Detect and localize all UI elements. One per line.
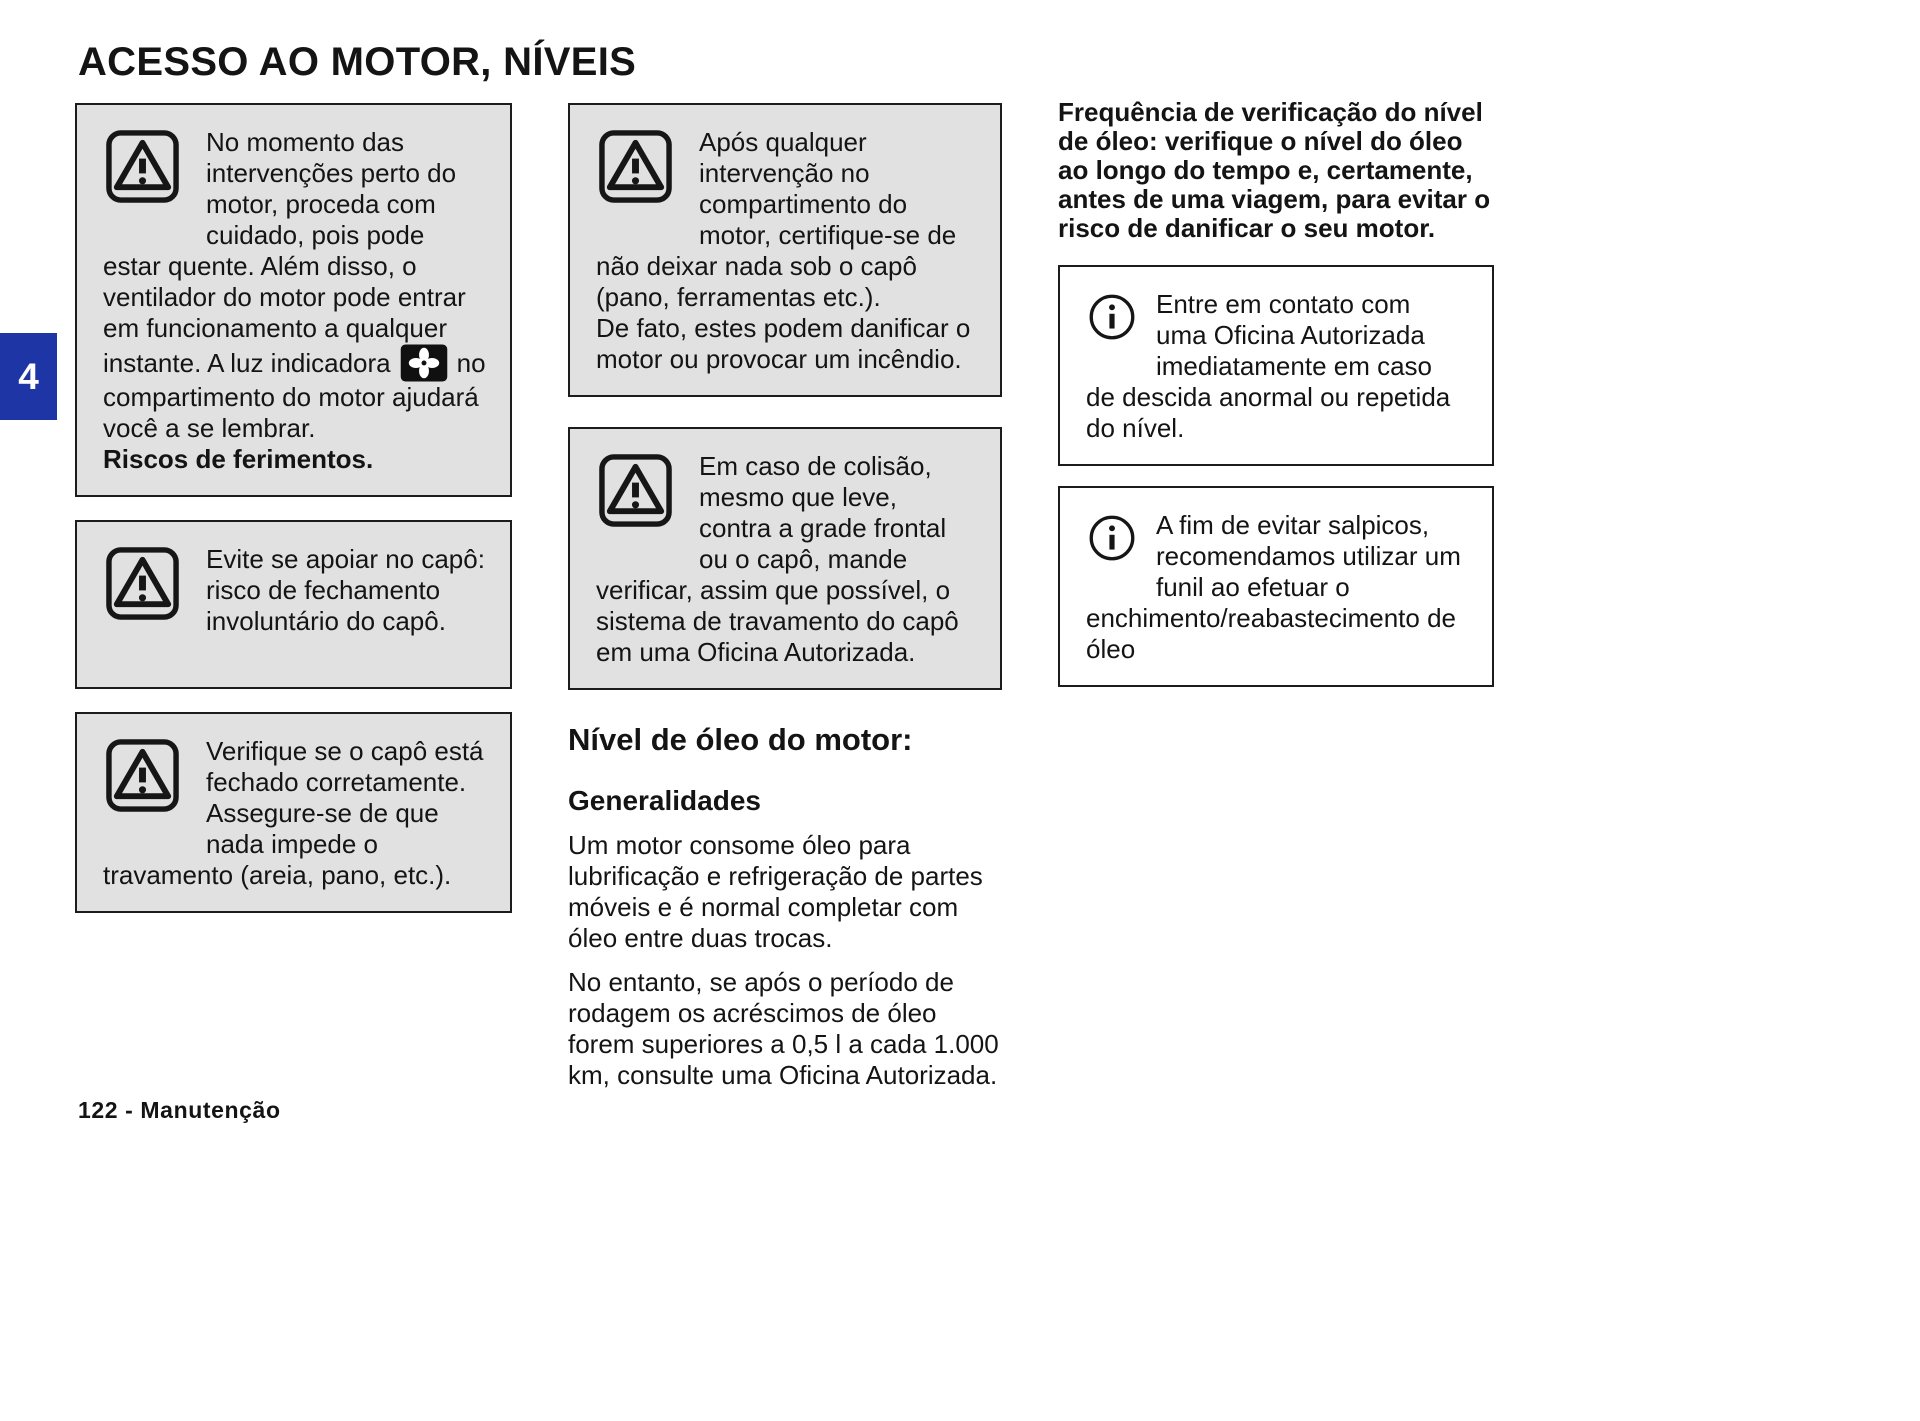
fan-indicator-icon xyxy=(400,344,448,382)
warning-box-after-work xyxy=(568,103,1002,397)
chapter-number: 4 xyxy=(18,355,39,397)
page-title: ACESSO AO MOTOR, NÍVEIS xyxy=(78,40,637,84)
left-column xyxy=(75,103,512,913)
warning-text: De fato, estes podem danificar o motor ou provocar um incêndio. xyxy=(596,313,971,374)
warning-box-lean-on-hood xyxy=(75,520,512,689)
info-circle-icon xyxy=(1088,514,1136,562)
warning-text: No momento das intervenções perto do motor, proceda com cuidado, pois pode estar quente. Além disso, o ventilador do motor pode entrar em funcionamento a qualquer instante. A luz indicadora xyxy=(103,127,466,378)
warning-triangle-icon xyxy=(105,129,180,204)
warning-text-bold: Riscos de ferimentos. xyxy=(103,444,374,474)
subsection-heading-general: Generalidades xyxy=(568,785,761,816)
warning-text: Após qualquer intervenção no compartimento do motor, certifique-se de não deixar nada sob o capô (pano, ferramentas etc.). xyxy=(596,127,957,312)
warning-box-hot-engine xyxy=(75,103,512,497)
info-box-use-funnel xyxy=(1058,486,1494,687)
warning-box-hood-closed xyxy=(75,712,512,913)
info-box-contact-workshop xyxy=(1058,265,1494,466)
info-text: A fim de evitar salpicos, recomendamos utilizar um funil ao efetuar o enchimento/reabastecimento de óleo xyxy=(1086,510,1461,664)
chapter-tab xyxy=(0,333,57,420)
info-circle-icon xyxy=(1088,293,1136,341)
info-text: Entre em contato com uma Oficina Autorizada imediatamente em caso de descida anormal ou repetida do nível. xyxy=(1086,289,1451,443)
warning-text: no compartimento do motor ajudará você a se lembrar. xyxy=(103,348,486,443)
body-paragraph: No entanto, se após o período de rodagem os acréscimos de óleo forem superiores a 0,5 l a cada 1.000 km, consulte uma Oficina Autorizada. xyxy=(568,967,999,1090)
warning-text: Em caso de colisão, mesmo que leve, contra a grade frontal ou o capô, mande verificar, assim que possível, o sistema de travamento do capô em uma Oficina Autorizada. xyxy=(596,451,959,667)
page-footer: 122 - Manutenção xyxy=(78,1097,281,1123)
middle-column xyxy=(568,103,1002,1091)
warning-text: Evite se apoiar no capô: risco de fechamento involuntário do capô. xyxy=(206,544,485,636)
right-column xyxy=(1058,98,1494,687)
section-heading-oil-level: Nível de óleo do motor: xyxy=(568,722,913,757)
warning-triangle-icon xyxy=(598,453,673,528)
warning-triangle-icon xyxy=(105,738,180,813)
warning-text: Verifique se o capô está fechado corretamente. Assegure-se de que nada impede o travamento (areia, pano, etc.). xyxy=(103,736,484,890)
frequency-note: Frequência de verificação do nível de óleo: verifique o nível do óleo ao longo do tempo e, certamente, antes de uma viagem, para evitar o risco de danificar o seu motor. xyxy=(1058,97,1491,243)
warning-triangle-icon xyxy=(105,546,180,621)
body-paragraph: Um motor consome óleo para lubrificação e refrigeração de partes móveis e é normal completar com óleo entre duas trocas. xyxy=(568,830,983,953)
warning-triangle-icon xyxy=(598,129,673,204)
warning-box-collision xyxy=(568,427,1002,690)
